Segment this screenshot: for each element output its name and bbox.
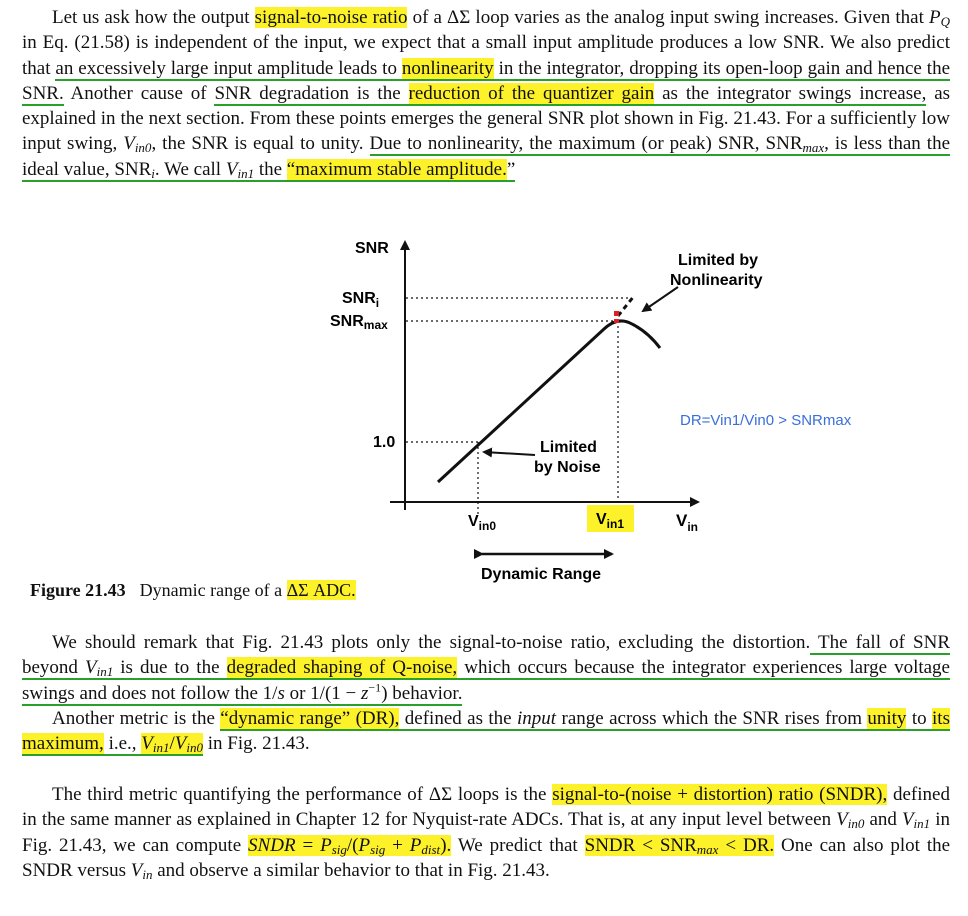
snr-curve [438,321,660,482]
math-sub: sig [331,841,347,857]
math: P [929,7,941,28]
math: V [225,158,238,180]
text: One can also plot the SNDR versus [22,834,951,881]
text: the [254,158,287,180]
highlight-maximum: its maximum, [22,708,950,755]
dynamic-range-label: Dynamic Range [481,566,602,583]
highlight-snr: signal-to-noise ratio [254,7,408,28]
caption-text: Dynamic range of a [139,580,287,600]
text: V [468,513,479,530]
peak-marker [614,311,619,316]
vin0-label [468,513,496,533]
paragraph-sndr [22,782,950,883]
peak-marker [614,319,619,323]
nonlin-arrow [643,287,678,311]
math: s [277,682,285,704]
text: = [295,834,321,856]
math: V [130,859,143,881]
math: P [409,834,422,856]
text: , the SNR is equal to unity. [151,133,370,155]
math: z [361,682,369,704]
math-sub: Q [940,14,950,29]
noise-arrow [484,452,535,455]
math-sub: in1 [152,740,170,756]
math-sub: dist [421,841,441,857]
text: to [906,708,933,729]
text: an excessively large input amplitude leads to [55,57,402,79]
snr-figure [0,220,968,600]
math-sub: in [142,866,153,882]
text: V [676,511,688,530]
math: V [174,733,187,755]
math: V [901,809,914,831]
math-sub: i [151,165,155,181]
paragraph-dynamic-range [22,706,950,757]
math: V [84,657,97,679]
text: , is less than the ideal value, SNR [22,133,950,180]
math-sup: −1 [368,680,382,695]
text: Due to nonlinearity, the maximum (or peak) SNR, SNR [369,133,803,155]
ideal-dashed [618,296,634,316]
math-sub: in0 [134,140,152,156]
text: which occurs because the integrator experiences large voltage swings and does not follow the 1/ [22,657,950,704]
text: in the integrator, dropping its open-loop gain and hence the SNR. [22,57,950,104]
text: as the integrator swings increase, [654,82,927,104]
highlight-unity: unity [867,708,907,729]
y-axis-label: SNR [355,240,389,257]
text: i [375,296,380,310]
text: as explained in the next section. From these points emerges the general SNR plot shown in Fig. 21.43. For a sufficiently low input swing, [22,82,951,155]
text: ). [440,834,452,856]
emphasis: input [517,708,557,729]
text: V [596,511,607,528]
highlight-max-stable: “maximum stable amplitude. [286,158,507,180]
text: in0 [478,519,497,533]
highlight-nonlinearity: nonlinearity [401,57,494,79]
text: /( [346,834,359,856]
snr-max-label [330,313,388,332]
text: defined as the [399,708,518,729]
text: Limited [540,439,597,456]
math-sub: in1 [96,664,114,680]
text: of a ΔΣ loop varies as the analog input swing increases. Given that [407,7,929,28]
underline-snr-degradation [214,83,926,106]
math: V [836,809,848,831]
text: ” [506,158,516,180]
limited-nonlin-label [670,252,763,289]
text: We should remark that Fig. 21.43 plots only the signal-to-noise ratio, excluding the distortion. [52,632,811,653]
text: + [385,834,410,856]
dr-note: DR=Vin1/Vin0 > SNRmax [680,412,852,429]
math: P [358,834,371,856]
text: by Noise [534,459,601,476]
text: SNR degradation is the [214,82,409,104]
text: and [864,809,902,831]
text: Nonlinearity [670,272,763,289]
text: in Fig. 21.43, we can compute [22,809,950,856]
text: The fall of SNR beyond [22,632,950,679]
text: Limited by [678,252,759,269]
text: SNR [342,290,376,307]
text: i.e., [103,733,142,755]
text: / [169,733,175,755]
highlight-q-noise: degraded shaping of Q-noise, [226,657,458,679]
text: ) behavior. [381,682,463,704]
text: or 1/(1 − [284,682,361,704]
highlight-inequality [585,835,775,856]
highlight-ratio [141,733,203,754]
paragraph-intro [22,5,950,182]
highlight-sndr-formula [248,835,451,856]
text: Another metric is the [52,708,221,729]
snr-i-label [342,290,379,310]
text: Let us ask how the output [52,7,255,28]
paragraph-remark [22,630,950,706]
text: max [363,318,388,332]
math-sub: in0 [186,740,204,756]
math-sub: sig [370,841,386,857]
text: in [687,520,699,534]
one-label: 1.0 [373,434,396,451]
text: defined in the same manner as explained in Chapter 12 for Nyquist-rate ADCs. That is, at any input level between [22,784,950,831]
figure-caption [30,580,356,601]
text: Another cause of [63,82,215,104]
text: SNDR < SNR [584,834,697,856]
text: in Eq. (21.58) is independent of the input, we expect that a small input amplitude produces a low SNR. We also predict that [22,32,950,79]
text: range across which the SNR rises from [556,708,868,729]
math-sub: max [802,140,825,156]
text: is due to the [113,657,227,679]
highlight-quantizer-gain: reduction of the quantizer gain [408,82,655,104]
math: V [141,733,153,755]
text: We predict that [451,834,585,856]
math-sub: in0 [847,816,865,832]
math-sub: in1 [237,165,255,181]
highlight-dr: “dynamic range” (DR), [220,708,400,729]
math-sub: in1 [913,816,931,832]
math: V [123,133,135,155]
text: and observe a similar behavior to that in Fig. 21.43. [152,859,550,881]
caption-number: Figure 21.43 [30,580,126,600]
x-axis-label [676,511,698,534]
text: . We call [154,158,226,180]
math: SNDR [248,834,296,856]
highlight-sndr: signal-to-(noise + distortion) ratio (SNDR), [552,784,888,805]
text: The third metric quantifying the performance of ΔΣ loops is the [52,784,553,805]
text: < DR. [718,834,775,856]
text: in Fig. 21.43. [203,733,310,755]
caption-highlight: ΔΣ ADC. [286,580,356,600]
math: P [320,834,332,856]
math-sub: max [696,841,719,857]
text: in1 [606,517,625,531]
limited-noise-label [534,439,601,476]
text: SNR [330,313,364,330]
